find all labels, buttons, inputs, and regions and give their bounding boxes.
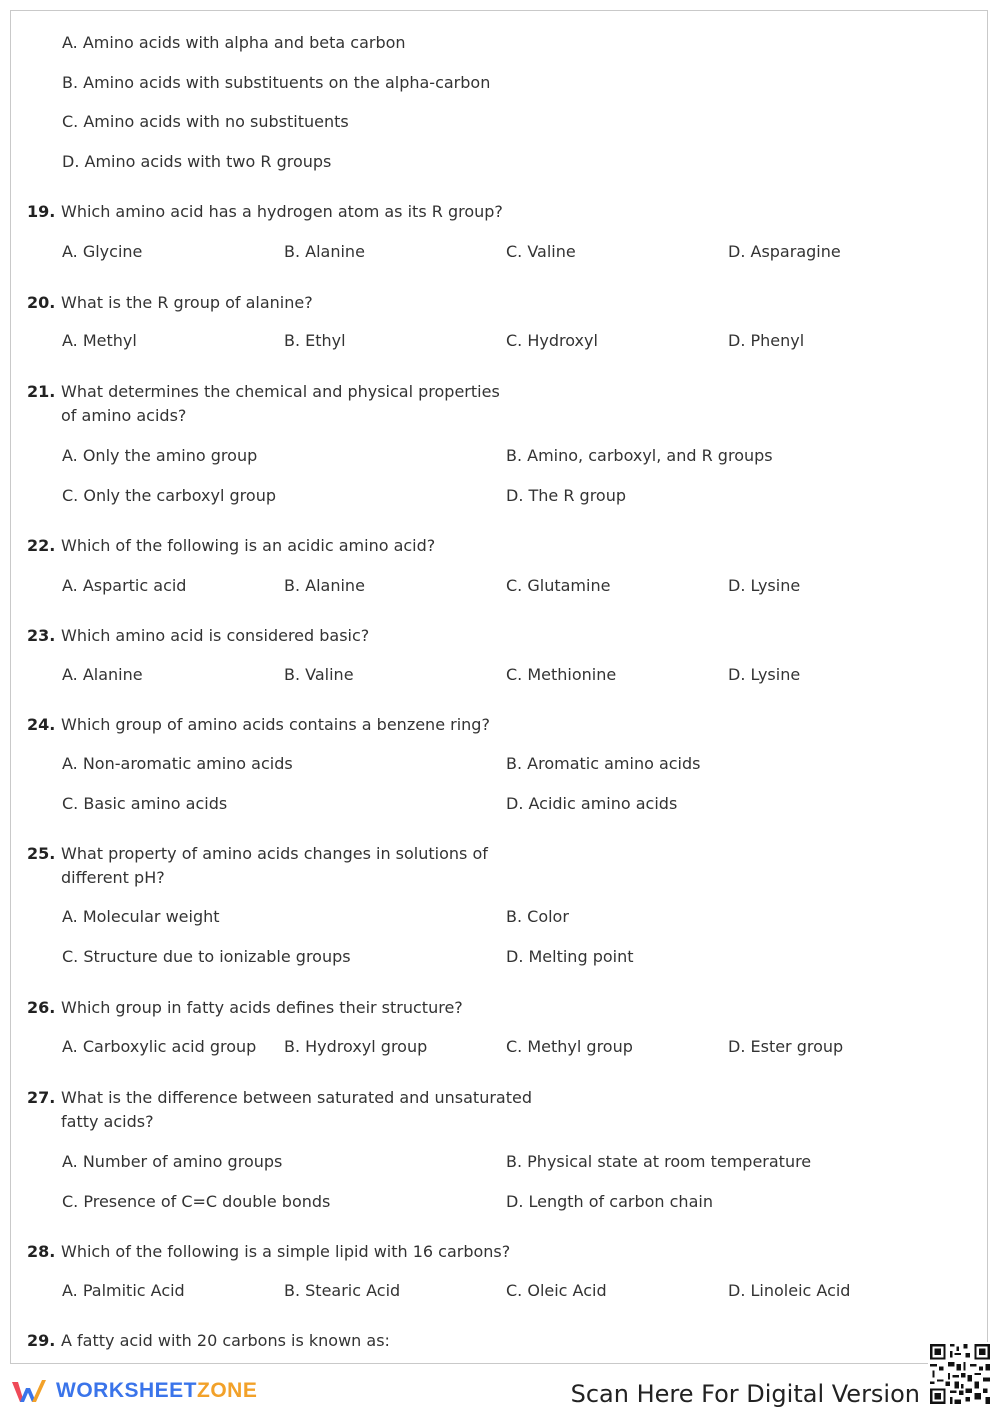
question-text: Which amino acid has a hydrogen atom as its R group? [61,202,503,221]
option: D. Amino acids with two R groups [62,152,332,171]
option: D. The R group [506,486,627,505]
option: A. Number of amino groups [62,1152,283,1171]
option: D. Phenyl [728,331,805,350]
worksheetzone-logo-icon [10,1376,50,1406]
option: C. Glutamine [506,576,611,595]
question-29 [27,1329,587,1353]
page-footer [0,1366,1000,1414]
question-number: 24. [27,715,56,734]
question-text: Which amino acid is considered basic? [61,626,370,645]
question-text: A fatty acid with 20 carbons is known as: [61,1331,390,1350]
option: C. Valine [506,242,576,261]
question-number: 26. [27,998,56,1017]
option: B. Ethyl [284,331,346,350]
option: A. Palmitic Acid [62,1281,185,1300]
question-23 [27,624,587,648]
question-27 [27,1086,587,1134]
question-number: 23. [27,626,56,645]
option: A. Carboxylic acid group [62,1037,257,1056]
option: B. Hydroxyl group [284,1037,428,1056]
question-text: different pH? [61,868,165,887]
question-text: What is the R group of alanine? [61,293,313,312]
option: B. Physical state at room temperature [506,1152,812,1171]
question-number: 25. [27,844,56,863]
question-text: What property of amino acids changes in solutions of [61,844,488,863]
scan-caption: Scan Here For Digital Version [570,1380,920,1408]
option: C. Amino acids with no substituents [62,112,349,131]
option: A. Molecular weight [62,907,220,926]
option: B. Amino acids with substituents on the alpha-carbon [62,73,491,92]
question-text: of amino acids? [61,406,187,425]
question-number: 28. [27,1242,56,1261]
question-text: fatty acids? [61,1112,154,1131]
option: D. Acidic amino acids [506,794,678,813]
option: A. Only the amino group [62,446,258,465]
option: D. Ester group [728,1037,844,1056]
question-19 [27,200,587,224]
option: C. Oleic Acid [506,1281,607,1300]
question-number: 21. [27,382,56,401]
option: C. Only the carboxyl group [62,486,276,505]
question-text: What determines the chemical and physical properties [61,382,500,401]
question-text: Which of the following is a simple lipid with 16 carbons? [61,1242,511,1261]
question-number: 29. [27,1331,56,1350]
option: C. Methionine [506,665,617,684]
option: D. Asparagine [728,242,841,261]
question-number: 27. [27,1088,56,1107]
brand-part-2: ZONE [197,1379,258,1402]
option: A. Alanine [62,665,143,684]
option: A. Non-aromatic amino acids [62,754,293,773]
question-text: Which group in fatty acids defines their structure? [61,998,463,1017]
option: B. Stearic Acid [284,1281,401,1300]
option: B. Valine [284,665,354,684]
question-text: Which group of amino acids contains a benzene ring? [61,715,490,734]
question-21 [27,380,587,428]
question-20 [27,291,587,315]
worksheet-page [10,10,988,1364]
option: A. Aspartic acid [62,576,187,595]
question-25 [27,842,587,890]
brand-name [56,1379,257,1403]
option: B. Alanine [284,576,365,595]
option: B. Amino, carboxyl, and R groups [506,446,773,465]
option: A. Methyl [62,331,137,350]
question-text: Which of the following is an acidic amino acid? [61,536,436,555]
option: B. Alanine [284,242,365,261]
question-number: 20. [27,293,56,312]
option: C. Hydroxyl [506,331,598,350]
question-text: What is the difference between saturated and unsaturated [61,1088,532,1107]
question-number: 19. [27,202,56,221]
question-number: 22. [27,536,56,555]
worksheetzone-logo[interactable] [10,1376,257,1406]
brand-part-1: WORKSHEET [56,1379,197,1402]
option: D. Lysine [728,665,801,684]
question-24 [27,713,587,737]
option: D. Lysine [728,576,801,595]
option: D. Linoleic Acid [728,1281,851,1300]
question-28 [27,1240,587,1264]
option: B. Aromatic amino acids [506,754,701,773]
option: D. Length of carbon chain [506,1192,713,1211]
option: D. Melting point [506,947,634,966]
question-22 [27,534,587,558]
option: A. Amino acids with alpha and beta carbon [62,33,406,52]
option: A. Glycine [62,242,143,261]
option: C. Presence of C=C double bonds [62,1192,331,1211]
option: C. Basic amino acids [62,794,228,813]
option: B. Color [506,907,569,926]
question-26 [27,996,587,1020]
option: C. Structure due to ionizable groups [62,947,351,966]
option: C. Methyl group [506,1037,633,1056]
